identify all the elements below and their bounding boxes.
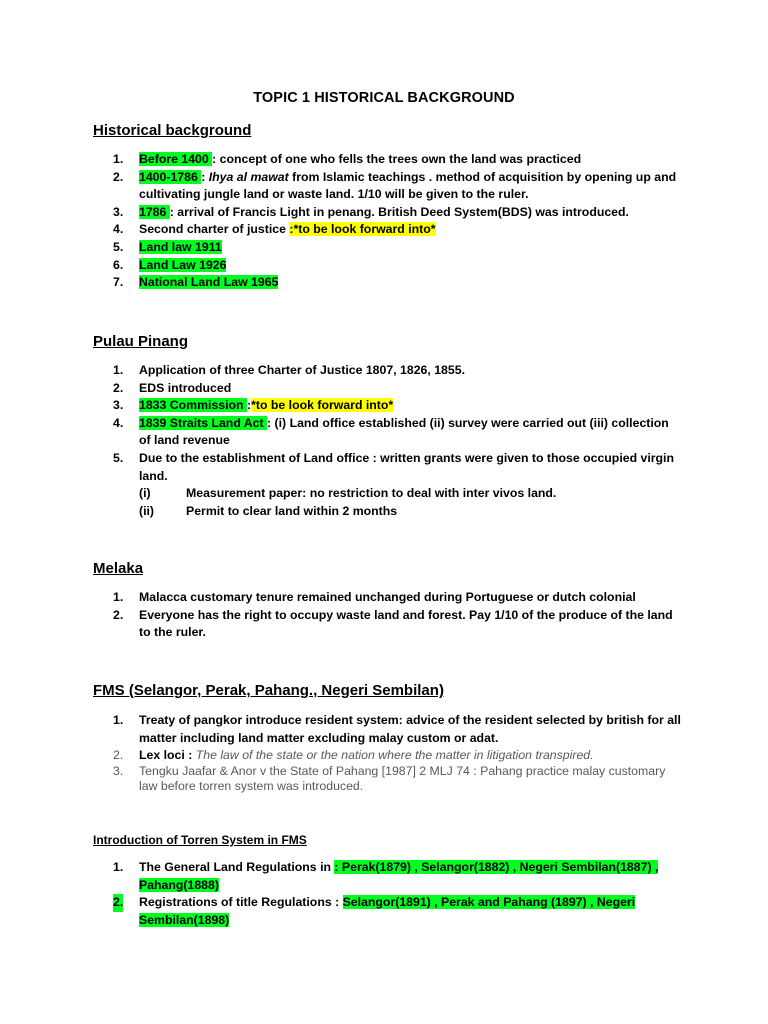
list-item: 2. Registrations of title Regulations : Selangor(1891) , Perak and Pahang (1897) , Negeri Sembilan(1898): [113, 895, 636, 927]
sub-list-item: (ii) Permit to clear land within 2 months: [139, 503, 398, 518]
list-item: 3. Tengku Jaafar & Anor v the State of Pahang [1987] 2 MLJ 74 : Pahang practice malay customary law before torren system was introduced.: [113, 763, 666, 794]
list-item: 2. Lex loci : The law of the state or the nation where the matter in litigation transpired.: [113, 748, 594, 763]
torren-list: [113, 859, 683, 929]
pulau-pinang-sublist: [139, 485, 659, 520]
list-item: 6. Land Law 1926: [113, 257, 227, 272]
list-item: 2. EDS introduced: [113, 380, 232, 395]
list-item: 2. Everyone has the right to occupy waste land and forest. Pay 1/10 of the produce of the land to the ruler.: [113, 607, 673, 640]
list-item: 2. 1400-1786 : Ihya al mawat from Islamic teachings . method of acquisition by opening up and cultivating jungle land or waste land. 1/10 will be given to the ruler.: [113, 169, 677, 202]
pulau-pinang-list: [113, 362, 683, 485]
fms-list: [113, 712, 683, 795]
list-item: 4. 1839 Straits Land Act : (i) Land office established (ii) survey were carried out (iii) collection of land revenue: [113, 415, 669, 448]
historical-list: [113, 151, 683, 292]
list-item: 7. National Land Law 1965: [113, 275, 279, 290]
list-item: 5. Land law 1911: [113, 239, 222, 254]
list-item: 1. Before 1400 : concept of one who fells the trees own the land was practiced: [113, 152, 582, 166]
melaka-list: [113, 589, 683, 642]
list-item: 1. The General Land Regulations in : Perak(1879) , Selangor(1882) , Negeri Sembilan(1887) , Pahang(1888): [113, 860, 659, 892]
sub-list-item: (i) Measurement paper: no restriction to deal with inter vivos land.: [139, 486, 557, 500]
section-heading-pulau-pinang: Pulau Pinang: [93, 333, 189, 350]
list-item: 3. 1786 : arrival of Francis Light in penang. British Deed System(BDS) was introduced.: [113, 204, 629, 219]
list-item: 1. Malacca customary tenure remained unchanged during Portuguese or dutch colonial: [113, 590, 636, 604]
section-heading-melaka: Melaka: [93, 560, 144, 577]
list-item: 3. 1833 Commission :*to be look forward into*: [113, 398, 394, 413]
list-item: 1. Treaty of pangkor introduce resident system: advice of the resident selected by british for all matter including land matter excluding malay custom or adat.: [113, 713, 681, 745]
list-item: 5. Due to the establishment of Land office : written grants were given to those occupied virgin land.: [113, 450, 674, 483]
list-item: 1. Application of three Charter of Justice 1807, 1826, 1855.: [113, 363, 465, 377]
page-title: TOPIC 1 HISTORICAL BACKGROUND: [253, 90, 515, 106]
subsection-heading-torren: Introduction of Torren System in FMS: [93, 833, 307, 847]
section-heading-historical: Historical background: [93, 122, 252, 139]
list-item: 4. Second charter of justice :*to be look forward into*: [113, 222, 436, 237]
section-heading-fms: FMS (Selangor, Perak, Pahang., Negeri Sembilan): [93, 682, 444, 699]
